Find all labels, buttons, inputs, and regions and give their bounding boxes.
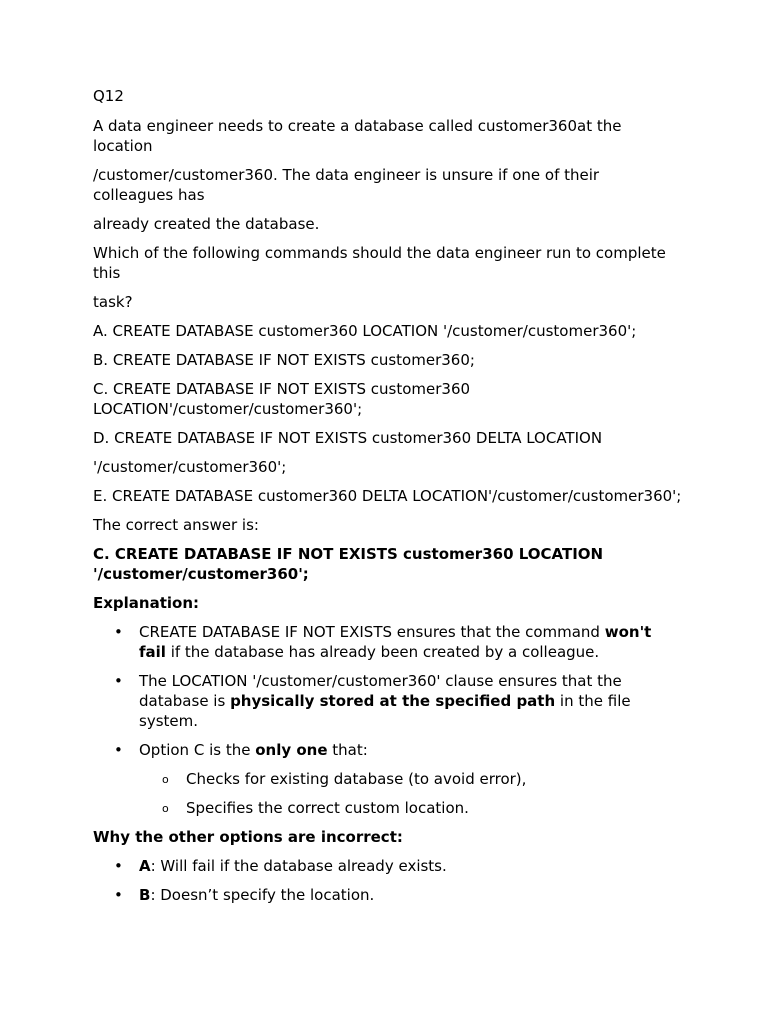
explanation-list xyxy=(93,622,683,818)
explanation-point-1-bold: won't fail xyxy=(139,623,652,661)
explanation-sub-list xyxy=(139,769,683,818)
explanation-point-2-bold: physically stored at the specified path xyxy=(230,692,556,710)
explanation-point-2-post: in the file system. xyxy=(139,692,631,730)
explanation-heading xyxy=(93,593,683,613)
question-line-3: already created the database. xyxy=(93,215,320,233)
answer-intro: The correct answer is: xyxy=(93,516,259,534)
explanation-heading-bold: Explanation: xyxy=(93,594,200,612)
question-line-5: task? xyxy=(93,293,133,311)
option-e: E. CREATE DATABASE customer360 DELTA LOCATION'/customer/customer360'; xyxy=(93,487,682,505)
option-c: C. CREATE DATABASE IF NOT EXISTS customer360 LOCATION'/customer/customer360'; xyxy=(93,380,471,418)
explanation-point-1-post: if the database has already been created by a colleague. xyxy=(165,643,600,661)
document-page xyxy=(93,86,683,914)
explanation-point-2-pre: The LOCATION '/customer/customer360' clause ensures that the database is xyxy=(139,672,622,710)
why-not-item-a-text: : Will fail if the database already exists. xyxy=(150,857,447,875)
question-line-4: Which of the following commands should the data engineer run to complete this xyxy=(93,244,666,282)
explanation-point-3-pre: Option C is the xyxy=(139,741,256,759)
answer-text-bold: C. CREATE DATABASE IF NOT EXISTS customer360 LOCATION '/customer/customer360'; xyxy=(93,545,604,583)
explanation-sub-item-1: o Checks for existing database (to avoid error), xyxy=(139,769,683,789)
why-not-item-a xyxy=(93,856,683,876)
question-number: Q12 xyxy=(93,87,124,105)
why-not-item-a-label: A xyxy=(139,857,151,875)
why-not-item-b-text: : Doesn’t specify the location. xyxy=(150,886,375,904)
explanation-point-2 xyxy=(93,671,683,731)
explanation-point-3 xyxy=(93,740,683,818)
option-b: B. CREATE DATABASE IF NOT EXISTS customer360; xyxy=(93,351,475,369)
explanation-point-1 xyxy=(93,622,683,662)
option-a: A. CREATE DATABASE customer360 LOCATION '/customer/customer360'; xyxy=(93,322,637,340)
question-line-2: /customer/customer360. The data engineer is unsure if one of their colleagues has xyxy=(93,166,600,204)
explanation-point-1-pre: CREATE DATABASE IF NOT EXISTS ensures that the command xyxy=(139,623,605,641)
explanation-sub-item-2: o Specifies the correct custom location. xyxy=(139,798,683,818)
explanation-point-3-bold: only one xyxy=(255,741,328,759)
why-not-item-b-label: B xyxy=(139,886,151,904)
why-not-heading xyxy=(93,827,683,847)
option-d: D. CREATE DATABASE IF NOT EXISTS customer360 DELTA LOCATION xyxy=(93,429,603,447)
explanation-point-3-post: that: xyxy=(327,741,368,759)
question-line-1: A data engineer needs to create a database called customer360at the location xyxy=(93,117,622,155)
option-d-continued: '/customer/customer360'; xyxy=(93,458,287,476)
why-not-list xyxy=(93,856,683,905)
why-not-heading-bold: Why the other options are incorrect: xyxy=(93,828,403,846)
why-not-item-b xyxy=(93,885,683,905)
answer-text xyxy=(93,544,683,584)
